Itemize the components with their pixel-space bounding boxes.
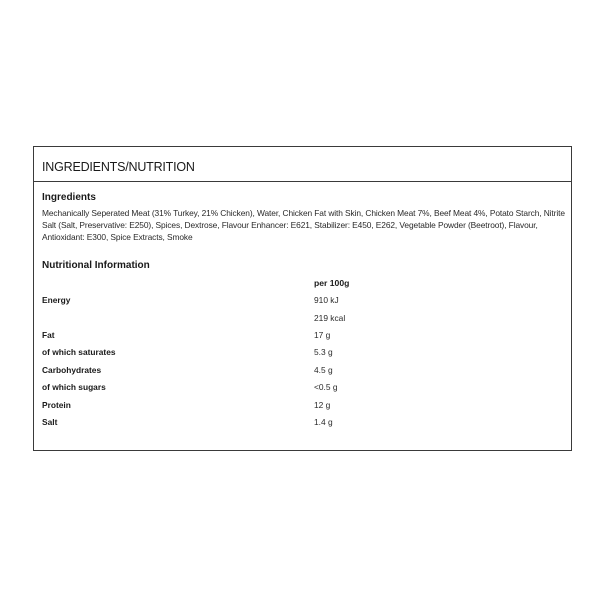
nutrition-label: of which sugars (42, 382, 106, 392)
nutrition-value: 5.3 g (314, 347, 333, 357)
nutrition-label: Protein (42, 400, 71, 410)
title-divider (34, 181, 571, 182)
nutrition-row-sugars (42, 382, 562, 396)
nutrition-value: <0.5 g (314, 382, 338, 392)
nutrition-row-carbohydrates (42, 365, 562, 379)
nutrition-heading: Nutritional Information (42, 260, 150, 271)
panel-title: INGREDIENTS/NUTRITION (42, 160, 195, 174)
nutrition-row-saturates (42, 347, 562, 361)
nutrition-row-energy-kcal (42, 313, 562, 327)
ingredients-nutrition-panel (33, 146, 572, 451)
nutrition-label: Carbohydrates (42, 365, 102, 375)
ingredients-text: Mechanically Seperated Meat (31% Turkey, 21% Chicken), Water, Chicken Fat with Skin, Chicken Meat 7%, Beef Meat 4%, Potato Starch, Nitrite Salt (Salt, Preservative: E250), Spices, Dextrose, Flavour Enhancer: E621, Stabilizer: E450, E262, Vegetable Powder (Beetroot), Flavour, Antioxidant: E300, Spice Extracts, Smoke (42, 208, 565, 242)
nutrition-value: 910 kJ (314, 295, 339, 305)
nutrition-value: 12 g (314, 400, 331, 410)
nutrition-row-fat (42, 330, 562, 344)
nutrition-value: 1.4 g (314, 417, 333, 427)
nutrition-value: 4.5 g (314, 365, 333, 375)
nutrition-label: of which saturates (42, 347, 116, 357)
nutrition-row-salt (42, 417, 562, 431)
nutrition-row-protein (42, 400, 562, 414)
nutrition-row-energy (42, 295, 562, 309)
ingredients-heading: Ingredients (42, 192, 96, 203)
per-100g-header: per 100g (314, 278, 350, 288)
nutrition-value: 219 kcal (314, 313, 346, 323)
nutrition-label: Fat (42, 330, 55, 340)
nutrition-label: Salt (42, 417, 58, 427)
nutrition-value: 17 g (314, 330, 331, 340)
nutrition-label: Energy (42, 295, 71, 305)
